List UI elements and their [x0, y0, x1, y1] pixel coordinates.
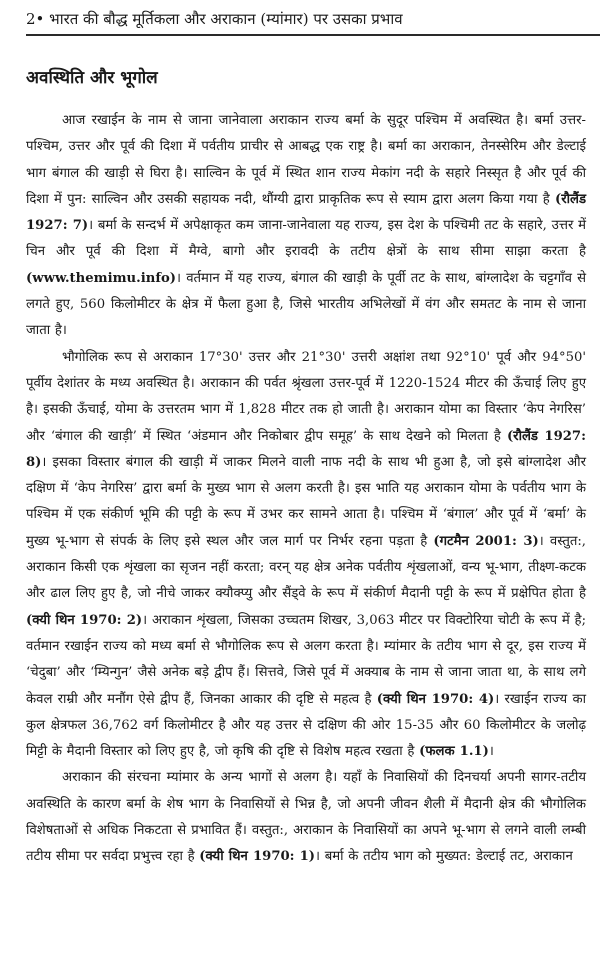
- citation: (रौलैंड 1927: 7): [26, 191, 586, 234]
- citation: (क्यी थिन 1970: 4): [376, 691, 495, 707]
- citation: (रौलैंड 1927: 8): [26, 428, 586, 470]
- citation: (क्यी थिन 1970: 2): [26, 612, 143, 628]
- text-run: । वर्तमान में यह राज्य, बंगाल की खाड़ी के पूर्वी तट के साथ, बांग्लादेश के चट्टगाँव से लगते हुए, 560 किलोमीटर के क्षेत्र में फैला हुआ है, जिसे भारतीय अभिलेखों में वंग और समतट के नाम से जाना जाता है।: [26, 270, 586, 339]
- text-run: । अराकान शृंखला, जिसका उच्चतम शिखर, 3,063 मीटर पर विक्टोरिया चोटी के रूप में है; वर्तमान रखाईन राज्य को मध्य बर्मा से भौगोलिक रूप से अलग करता है। म्यांमार के तटीय भाग से दूर, इस राज्य में ‘चेदुबा’ और ‘म्यिन्गुन’ जैसे अनेक बड़े द्वीप हैं। सित्तवे, जिसे पूर्व में अक्याब के नाम से जाना जाता था, के साथ लगे केवल राम्री और मनौंग ऐसे द्वीप हैं, जिनका आकार की दृष्टि से महत्व है: [26, 612, 587, 707]
- text-run: आज रखाईन के नाम से जाना जानेवाला अराकान राज्य बर्मा के सुदूर पश्चिम में अवस्थित है। बर्मा उत्तर-पश्चिम, उत्तर और पूर्व की दिशा में पर्वतीय प्राचीर से आबद्ध एक राष्ट्र है। बर्मा का अराकान, तेनस्सेरिम और डेल्टाई भाग बंगाल की खाड़ी से घिरा है। साल्विन के पूर्व में स्थित शान राज्य मेकांग नदी के सहारे निस्सृत है और पूर्व की दिशा में पुन: साल्विन और उसकी सहायक नदी, थौंग्यी द्वारा प्राकृतिक रूप से स्याम द्वारा अलग किया गया है: [26, 113, 586, 207]
- text-run: भौगोलिक रूप से अराकान 17°30' उत्तर और 21°30' उत्तरी अक्षांश तथा 92°10' पूर्व और 94°50' पूर्वीय देशांतर के मध्य अवस्थित है। अराकान की पर्वत श्रृंखला उत्तर-पूर्व में 1220-1524 मीटर की ऊँचाई लिए हुए है। इसकी ऊँचाई, योमा के उत्तरतम भाग में 1,828 मीटर तक हो जाती है। अराकान योमा का विस्तार ‘केप नेगरिस’ और ‘बंगाल की खाड़ी’ में स्थित ‘अंडमान और निकोबार द्वीप समूह’ के साथ देखने को मिलता है: [26, 349, 586, 444]
- section-title: अवस्थिति और भूगोल: [26, 68, 158, 88]
- header-rule: [26, 34, 600, 36]
- text-run: । बर्मा के सन्दर्भ में अपेक्षाकृत कम जाना-जानेवाला यह राज्य, इस देश के पश्चिमी तट के सहारे, उत्तर में चिन और पूर्व की दिशा में मैग्वे, बागो और इरावदी के तटीय क्षेत्रों के साथ सीमा साझा करता है: [26, 218, 586, 260]
- paragraph-structure: [26, 765, 586, 870]
- paragraph-location: [26, 108, 586, 345]
- text-run: । इसका विस्तार बंगाल की खाड़ी में जाकर मिलने वाली नाफ नदी के साथ भी हुआ है, जो इसे बांग्लादेश और दक्षिण में ‘केप नेगरिस’ द्वारा बर्मा के मुख्य भाग से अलग करती है। इस भाति यह अराकान योमा के पर्वतीय भाग के पश्चिम में एक संकीर्ण भूमि की पट्टी के रूप में उभर कर सामने आता है। पश्चिम में ‘बंगाल’ और पूर्व में ‘बर्मा’ के मुख्य भू-भाग से संपर्क के लिए इसे स्थल और जल मार्ग पर निर्भर रहना पड़ता है: [26, 454, 586, 549]
- text-run: । वस्तुत:, अराकान किसी एक शृंखला का सृजन नहीं करता; वरन् यह क्षेत्र अनेक पर्वतीय शृंखलाओं, वन्य भू-भाग, तीक्ष्ण-कटक और ढाल लिए हुए है, जो नीचे जाकर क्यौक्प्यु और सैंड्वे के रूप में संकीर्ण मैदानी पट्टी के रूप में प्रक्षेपित होता है: [26, 533, 586, 602]
- text-run: । बर्मा के तटीय भाग को मुख्यत: डेल्टाई तट, अराकान: [315, 849, 573, 865]
- citation: (फलक 1.1): [419, 744, 489, 760]
- citation: (क्यी थिन 1970: 1): [199, 849, 316, 865]
- text-run: ।: [488, 744, 494, 760]
- text-run: । रखाईन राज्य का कुल क्षेत्रफल 36,762 वर्ग किलोमीटर है और यह उत्तर से दक्षिण की ओर 15-35 और 60 किलोमीटर के जलोढ़ मिट्टी के मैदानी विस्तार को लिए हुए है, जो कृषि की दृष्टि से विशेष महत्व रखता है: [26, 691, 587, 760]
- citation: (गटमैन 2001: 3): [433, 533, 539, 549]
- text-run: अराकान की संरचना म्यांमार के अन्य भागों से अलग है। यहाँ के निवासियों की दिनचर्या अपनी सागर-तटीय अवस्थिति के कारण बर्मा के शेष भाग के निवासियों से भिन्न है, जो अपनी जीवन शैली में मैदानी क्षेत्र की भौगोलिक विशेषताओं से अधिक निकटता से प्रभावित हैं। वस्तुत:, अराकान के निवासियों का अपने भू-भाग से लगने वाली लम्बी तटीय सीमा पर सर्वदा प्रभुत्त्व रहा है: [26, 770, 586, 865]
- running-header: 2• भारत की बौद्ध मूर्तिकला और अराकान (म्यांमार) पर उसका प्रभाव: [26, 10, 403, 28]
- citation: (www.themimu.info): [26, 270, 177, 286]
- paragraph-geography: [26, 345, 586, 766]
